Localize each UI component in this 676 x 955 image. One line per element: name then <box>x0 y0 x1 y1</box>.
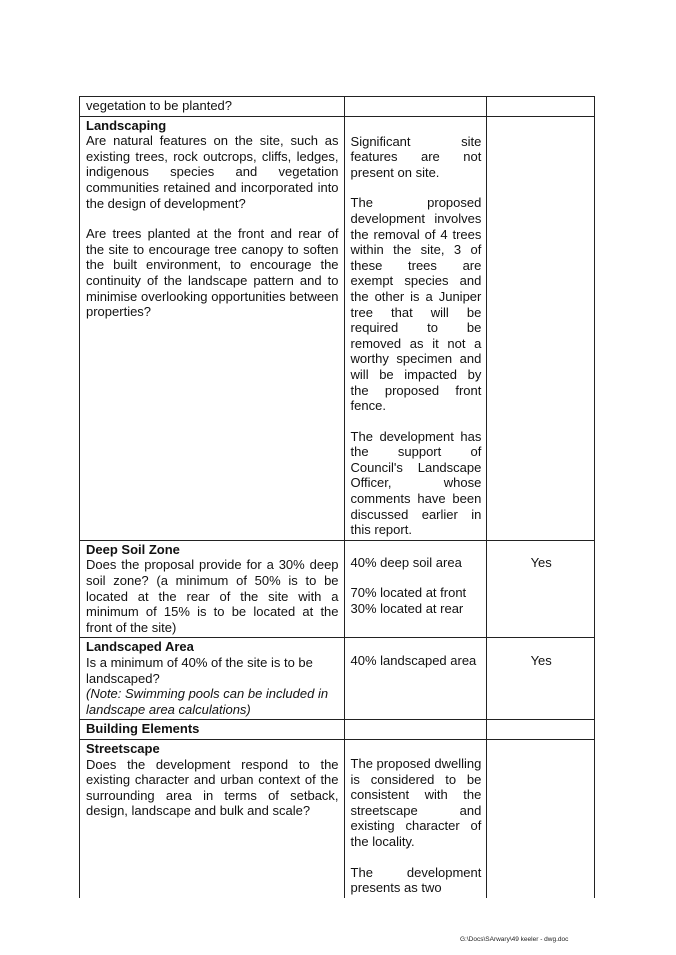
compliance-cell <box>487 720 595 740</box>
question-cell <box>80 116 345 540</box>
row-heading: Streetscape <box>86 740 160 756</box>
row-heading: Landscaping <box>86 117 167 133</box>
question-text: Does the proposal provide for a 30% deep soil zone? (a minimum of 50% is to be located at the rear of the site with a minimum of 15% is to be located at the front of the site) <box>86 557 339 635</box>
assessment-table <box>79 96 595 898</box>
response-cell <box>344 720 487 740</box>
response-cell <box>344 540 487 638</box>
question-text: Are trees planted at the front and rear of the site to encourage tree canopy to soften the built environment, to encourage the continuity of the landscape pattern and to minimise overlooking opportunities between properties? <box>86 226 339 320</box>
question-text: vegetation to be planted? <box>86 98 233 113</box>
compliance-cell <box>487 540 595 638</box>
question-text: Are natural features on the site, such as existing trees, rock outcrops, cliffs, ledges, indigenous species and vegetation communities retained and incorporated into the design of development? <box>86 133 339 211</box>
table-row <box>80 97 595 117</box>
row-heading: Deep Soil Zone <box>86 541 180 557</box>
file-path-footer: G:\Docs\SArwary\49 keeler - dwg.doc <box>460 936 569 943</box>
compliance-cell <box>487 116 595 540</box>
question-cell <box>80 739 345 897</box>
response-text: Significant site features are not present on site. <box>350 133 482 180</box>
compliance-value: Yes <box>530 554 552 570</box>
compliance-cell <box>487 739 595 897</box>
section-heading: Building Elements <box>80 720 345 740</box>
table-row <box>80 116 595 540</box>
table-row <box>80 739 595 897</box>
response-cell <box>344 638 487 720</box>
table-row <box>80 720 595 740</box>
response-text: The development presents as two <box>350 864 482 896</box>
response-text: The proposed dwelling is considered to be consistent with the streetscape and existing character of the locality. <box>350 755 482 849</box>
response-cell <box>344 739 487 897</box>
response-cell <box>344 97 487 117</box>
note-text: (Note: Swimming pools can be included in landscape area calculations) <box>86 686 329 717</box>
question-cell <box>80 540 345 638</box>
compliance-value: Yes <box>530 653 552 669</box>
response-text: 70% located at front <box>350 585 467 601</box>
question-text: Does the development respond to the existing character and urban context of the surrounding area in terms of setback, design, landscape and bulk and scale? <box>86 756 339 819</box>
response-text: The development has the support of Council's Landscape Officer, whose comments have been discussed earlier in this report. <box>350 428 482 538</box>
table-row <box>80 540 595 638</box>
response-text: The proposed development involves the removal of 4 trees within the site, 3 of these trees are exempt species and the other is a Juniper tree that will be required to be removed as it not a worthy specimen and will be impacted by the proposed front fence. <box>350 195 482 414</box>
response-text: 30% located at rear <box>350 601 464 617</box>
compliance-cell <box>487 638 595 720</box>
question-cell <box>80 638 345 720</box>
table-row <box>80 638 595 720</box>
question-text: Is a minimum of 40% of the site is to be landscaped? <box>86 655 313 686</box>
response-text: 40% deep soil area <box>350 554 462 570</box>
response-cell <box>344 116 487 540</box>
question-cell <box>80 97 345 117</box>
compliance-cell <box>487 97 595 117</box>
row-heading: Landscaped Area <box>86 639 194 655</box>
response-text: 40% landscaped area <box>350 653 477 669</box>
